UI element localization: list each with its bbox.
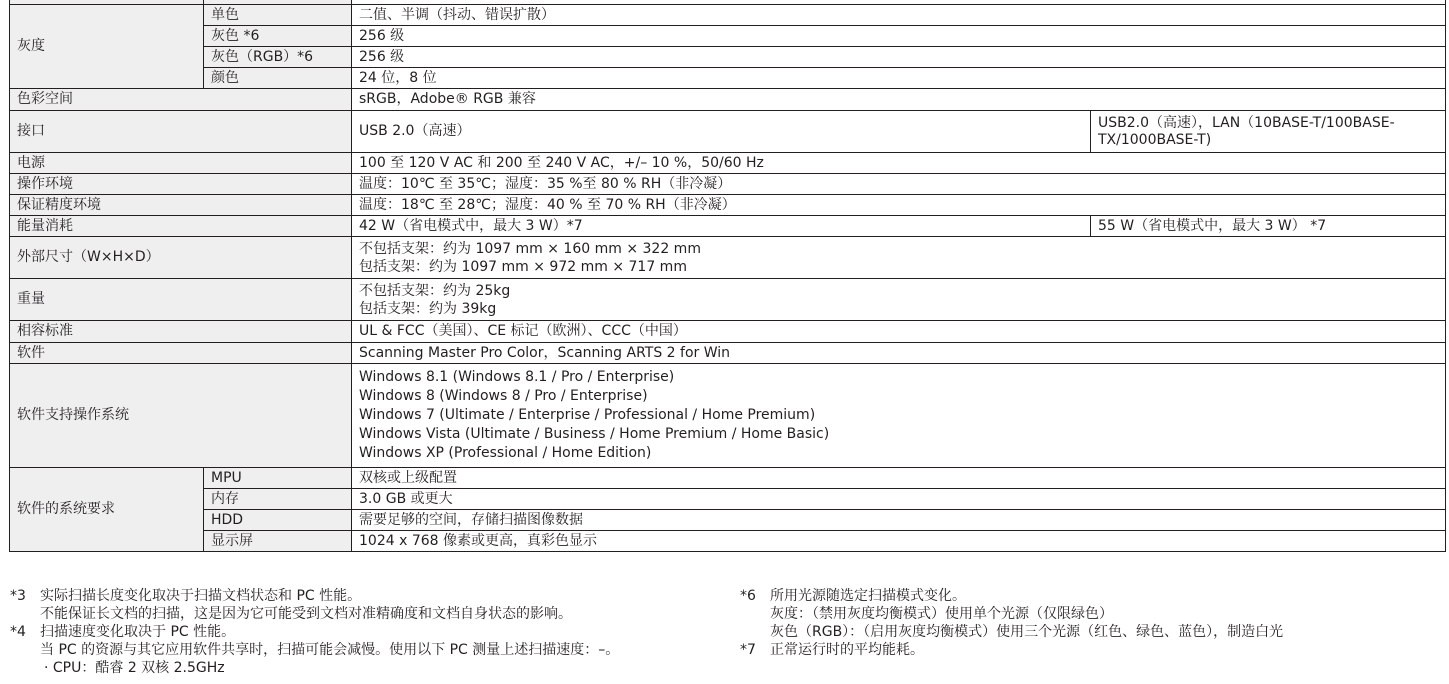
table-row [10, 279, 1446, 321]
dimension-line: 包括支架：约为 1097 mm × 972 mm × 717 mm [359, 258, 687, 275]
footnote-subtext: 当 PC 的资源与其它应用软件共享时，扫描可能会减慢。使用以下 PC 测量上述扫描速度：–。 [40, 642, 620, 658]
sub-label: 灰色 *6 [204, 26, 352, 47]
footnote-key: *4 [10, 624, 26, 640]
row-label: 软件 [10, 343, 352, 364]
table-row [10, 510, 1446, 531]
sub-label: HDD [204, 510, 352, 531]
cell-value [352, 279, 1446, 321]
row-label: 能量消耗 [10, 216, 352, 237]
table-row [10, 174, 1446, 195]
table-row [10, 216, 1446, 237]
cell-value: 256 级 [352, 47, 1446, 68]
cell-value: 1024 x 768 像素或更高，真彩色显示 [352, 531, 1446, 552]
cell-value-alt: USB2.0（高速），LAN（10BASE-T/100BASE-TX/1000BASE-T) [1091, 111, 1446, 153]
table-row [10, 153, 1446, 174]
footnote-3 [10, 587, 619, 605]
sub-label: MPU [204, 468, 352, 489]
footnote-text: 正常运行时的平均能耗。 [770, 642, 924, 658]
cell-value [352, 237, 1446, 279]
cell-value: 双核或上级配置 [352, 468, 1446, 489]
row-label: 操作环境 [10, 174, 352, 195]
footnote-7 [740, 641, 1283, 659]
table-row [10, 489, 1446, 510]
table-row [10, 68, 1446, 89]
footnote-subtext: 不能保证长文档的扫描，这是因为它可能受到文档对准精确度和文档自身状态的影响。 [40, 606, 572, 622]
cell-value: 3.0 GB 或更大 [352, 489, 1446, 510]
os-line: Windows 7 (Ultimate / Enterprise / Professional / Home Premium) [359, 407, 816, 423]
footnotes-right [740, 587, 1283, 659]
footnote-text: 所用光源随选定扫描模式变化。 [770, 588, 966, 604]
cell-value: 24 位，8 位 [352, 68, 1446, 89]
os-line: Windows 8 (Windows 8 / Pro / Enterprise) [359, 388, 648, 404]
row-label: 色彩空间 [10, 89, 352, 111]
os-line: Windows Vista (Ultimate / Business / Home Premium / Home Basic) [359, 426, 830, 442]
cell-value: 256 级 [352, 26, 1446, 47]
table-row [10, 5, 1446, 26]
row-label: 接口 [10, 111, 352, 153]
table-row [10, 531, 1446, 552]
cell-value: 100 至 120 V AC 和 200 至 240 V AC，+/– 10 %，50/60 Hz [352, 153, 1446, 174]
os-line: Windows 8.1 (Windows 8.1 / Pro / Enterprise) [359, 369, 675, 385]
spec-table [9, 0, 1446, 552]
cell-value: UL & FCC（美国）、CE 标记（欧洲）、CCC（中国） [352, 321, 1446, 343]
sub-label: 内存 [204, 489, 352, 510]
cell-value: 温度：10℃ 至 35℃；湿度：35 %至 80 % RH（非冷凝） [352, 174, 1446, 195]
table-row [10, 468, 1446, 489]
sub-label: 颜色 [204, 68, 352, 89]
footnote-key: *7 [740, 642, 756, 658]
cell-value: 需要足够的空间，存储扫描图像数据 [352, 510, 1446, 531]
dimension-line: 不包括支架：约为 1097 mm × 160 mm × 322 mm [359, 240, 701, 257]
sub-label: 灰色（RGB）*6 [204, 47, 352, 68]
table-row [10, 321, 1446, 343]
cell-value: 温度：18℃ 至 28℃；湿度：40 % 至 70 % RH（非冷凝） [352, 195, 1446, 216]
row-label: 相容标准 [10, 321, 352, 343]
table-row [10, 237, 1446, 279]
table-row [10, 26, 1446, 47]
cell-value [352, 364, 1446, 468]
footnote-4 [10, 623, 619, 641]
table-row [10, 89, 1446, 111]
footnote-text: 实际扫描长度变化取决于扫描文档状态和 PC 性能。 [40, 588, 362, 604]
footnote-key: *6 [740, 588, 756, 604]
row-label-sysreq: 软件的系统要求 [10, 468, 204, 552]
table-row [10, 111, 1446, 153]
row-label: 保证精度环境 [10, 195, 352, 216]
table-row [10, 364, 1446, 468]
footnote-key: *3 [10, 588, 26, 604]
footnotes-left [10, 587, 619, 677]
table-row [10, 343, 1446, 364]
table-row [10, 195, 1446, 216]
footnote-bullet: · CPU：酷睿 2 双核 2.5GHz [44, 660, 225, 676]
weight-line: 不包括支架：约为 25kg [359, 282, 511, 299]
cell-value: 42 W（省电模式中，最大 3 W）*7 [352, 216, 1091, 237]
sub-label: 单色 [204, 5, 352, 26]
sub-label: 显示屏 [204, 531, 352, 552]
os-line: Windows XP (Professional / Home Edition) [359, 445, 652, 461]
footnote-subtext: 灰色（RGB）：（启用灰度均衡模式）使用三个光源（红色、绿色、蓝色），制造白光 [770, 624, 1284, 640]
row-label: 重量 [10, 279, 352, 321]
cell-value: USB 2.0（高速） [352, 111, 1091, 153]
row-label: 电源 [10, 153, 352, 174]
weight-line: 包括支架：约为 39kg [359, 300, 497, 317]
cell-value: sRGB，Adobe® RGB 兼容 [352, 89, 1446, 111]
footnote-subtext: 灰度：（禁用灰度均衡模式）使用单个光源（仅限绿色） [770, 606, 1113, 622]
table-row [10, 47, 1446, 68]
cell-value: 二值、半调（抖动、错误扩散） [352, 5, 1446, 26]
row-label: 外部尺寸（W×H×D） [10, 237, 352, 279]
cell-value-alt: 55 W（省电模式中，最大 3 W） *7 [1091, 216, 1446, 237]
footnote-6 [740, 587, 1283, 605]
cell-value: Scanning Master Pro Color，Scanning ARTS 2 for Win [352, 343, 1446, 364]
footnote-text: 扫描速度变化取决于 PC 性能。 [40, 624, 236, 640]
row-label-gray: 灰度 [10, 5, 204, 89]
row-label: 软件支持操作系统 [10, 364, 352, 468]
